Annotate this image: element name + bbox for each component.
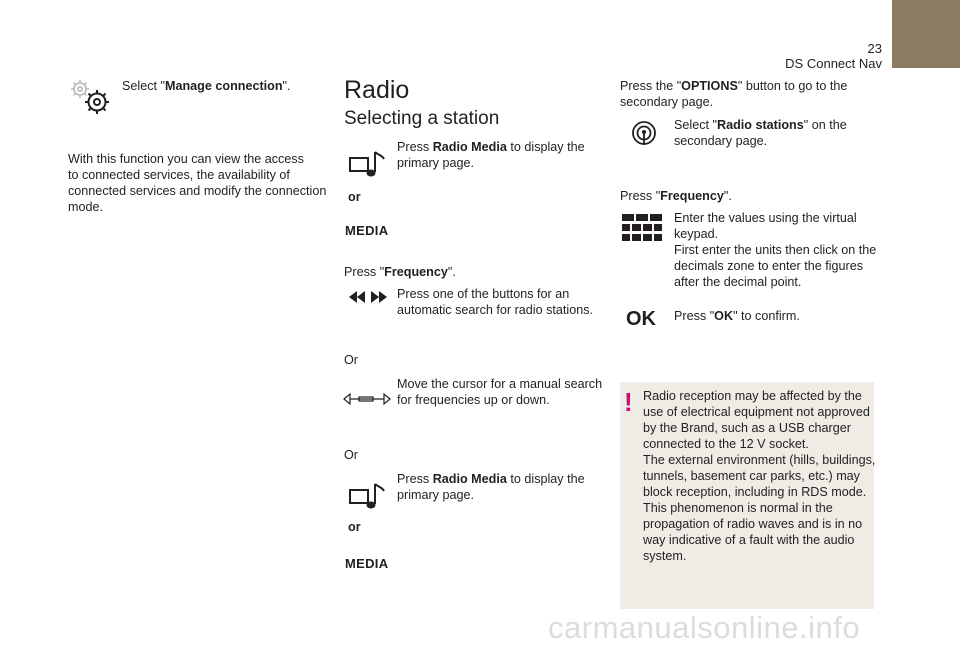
- seek-arrows-icon: [347, 290, 389, 304]
- ok-icon: OK: [626, 308, 656, 330]
- frequency-slider-icon: [343, 393, 391, 405]
- or-label-2: or: [348, 520, 361, 534]
- watermark: carmanualsonline.info: [548, 610, 861, 645]
- or-text: Or: [344, 353, 358, 367]
- radio-media-icon: [348, 150, 388, 180]
- or-label: or: [348, 190, 361, 204]
- media-label: MEDIA: [345, 223, 389, 238]
- radio-media-step: Press Radio Media to display the primary page.: [397, 140, 585, 170]
- ok-step: Press "OK" to confirm.: [674, 309, 800, 323]
- chapter-tab: [892, 0, 960, 68]
- cursor-description: Move the cursor for a manual search for frequencies up or down.: [397, 377, 603, 407]
- warning-icon: !: [624, 387, 633, 417]
- section-heading: Selecting a station: [344, 108, 500, 129]
- media-label-2: MEDIA: [345, 556, 389, 571]
- seek-description: Press one of the buttons for an automatic search for radio stations.: [397, 287, 593, 317]
- warning-text: Radio reception may be affected by the use of electrical equipment not approved by the Brand, such as a USB charger connected to the 12 V socket. The external environment (hills, buildings, tunnels, basement car parks, etc.) may block reception, including in RDS mode. This phenomenon is normal in the propagation of radio waves and is in no way indicative of a fault with the audio system.: [643, 389, 876, 563]
- radio-antenna-icon: [631, 120, 657, 146]
- section-title: DS Connect Nav: [785, 56, 882, 71]
- press-frequency-step-2: Press "Frequency".: [620, 189, 732, 203]
- page-number: 23: [867, 41, 882, 56]
- select-radio-stations-step: Select "Radio stations" on the secondary page.: [674, 118, 847, 148]
- or-text-2: Or: [344, 448, 358, 462]
- manage-connection-step: Select "Manage connection".: [122, 79, 291, 93]
- connection-description: With this function you can view the access to connected services, the availability of connected services and modify the connection mode.: [68, 152, 327, 214]
- radio-media-step-2: Press Radio Media to display the primary page.: [397, 472, 585, 502]
- keypad-grid-icon: [622, 214, 662, 242]
- options-step: Press the "OPTIONS" button to go to the secondary page.: [620, 79, 848, 109]
- press-frequency-step: Press "Frequency".: [344, 265, 456, 279]
- radio-media-icon-2: [348, 482, 388, 512]
- keypad-description: Enter the values using the virtual keypad. First enter the units then click on the decimals zone to enter the figures after the decimal point.: [674, 211, 877, 289]
- gear-settings-icon: [68, 78, 114, 118]
- page-title: Radio: [344, 76, 410, 104]
